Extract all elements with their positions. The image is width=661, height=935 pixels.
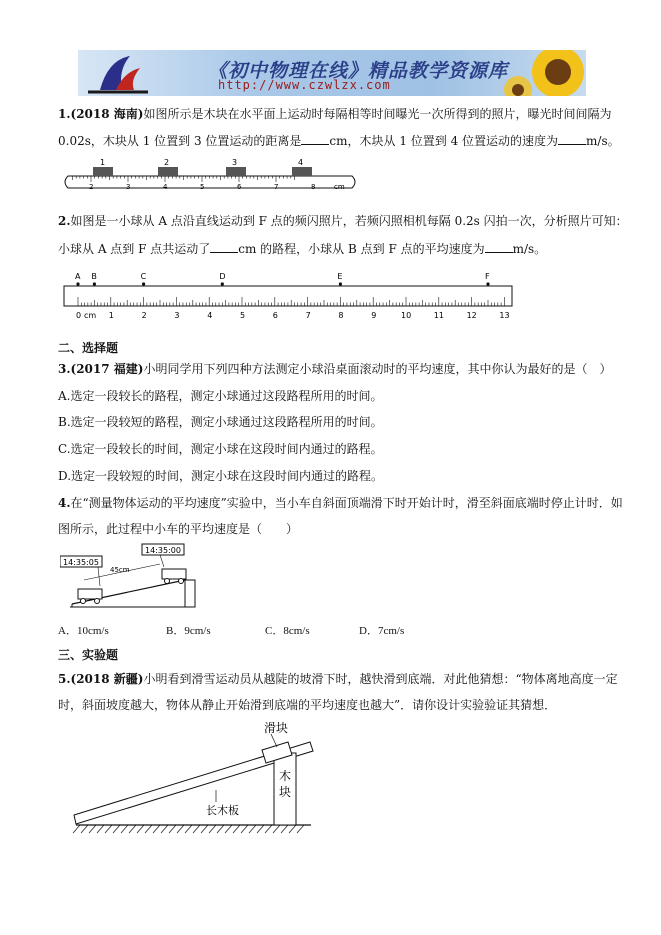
q4-incline-figure (60, 542, 210, 612)
q2-ball-e (339, 282, 342, 285)
banner-title: 《初中物理在线》精品教学资源库 (208, 60, 509, 82)
q5-slope-figure (66, 718, 326, 838)
q1-number: 1. (58, 107, 71, 121)
q1-block-2 (158, 158, 178, 176)
q5-number: 5. (58, 672, 71, 686)
sunflower-icon (504, 50, 584, 96)
svg-text:3: 3 (232, 158, 238, 167)
section-choice-heading: 二、选择题 (58, 341, 119, 355)
q1-ruler-label: 2 (89, 183, 94, 191)
q3-stem: 3.(2017 福建)小明同学用下列四种方法测定小球沿桌面滚动时的平均速度，其中你认为最好的是（ ） (58, 362, 612, 376)
q3-number: 3. (58, 362, 71, 376)
q2-ball-d (221, 282, 224, 285)
svg-text:木: 木 (279, 769, 292, 783)
q2-ruler-label: 8 (338, 311, 344, 320)
q5-board-label: 长木板 (206, 804, 239, 817)
q3-source: (2017 福建) (70, 362, 144, 376)
q2-ruler-label: 9 (371, 311, 377, 320)
q1-ruler-label: 7 (274, 183, 279, 191)
q4-choice-b[interactable]: B．9cm/s (166, 625, 211, 637)
q2-point-label: C (140, 272, 147, 281)
q2-point-label: E (337, 272, 343, 281)
q2-ruler-label: 12 (466, 311, 477, 320)
q2-ruler-label: 10 (401, 311, 412, 320)
q2-ruler-label: 0 (76, 311, 82, 320)
header-banner (78, 50, 586, 96)
q2-blank-speed[interactable] (485, 242, 513, 253)
q1-block-4 (292, 158, 312, 176)
q1-ruler-label: 5 (200, 183, 205, 191)
q2-ruler-label: 1 (108, 311, 114, 320)
q4-number: 4. (58, 496, 71, 510)
q2-ruler-label: 11 (433, 311, 444, 320)
q2-point-label: B (91, 272, 97, 281)
q1-block-1 (93, 158, 113, 176)
svg-text:块: 块 (279, 785, 292, 799)
q3-option-c[interactable]: C.选定一段较长的时间，测定小球在这段时间内通过的路程。 (58, 442, 383, 456)
q2-ball-points (75, 272, 490, 286)
q1-ruler-label: 8 (311, 183, 316, 191)
q4-line2: 图所示，此过程中小车的平均速度是（ ） (58, 522, 299, 536)
q1-ruler-label: 6 (237, 183, 242, 191)
q2-text-1: 如图是一小球从 A 点沿直线运动到 F 点的频闪照片，若频闪照相机每隔 0.2s 闪拍一次，分析照片可知： (70, 214, 628, 228)
q2-ruler-label: 5 (240, 311, 246, 320)
svg-text:4: 4 (298, 158, 304, 167)
q5-slider-label: 滑块 (264, 721, 289, 735)
q1-line2: 0.02s，木块从 1 位置到 3 位置运动的距离是 cm，木块从 1 位置到 4 位置运动的速度为 m/s。 (58, 134, 620, 148)
q1-ruler-label: 3 (126, 183, 131, 191)
q2-ruler-label: 4 (207, 311, 213, 320)
q1-source: (2018 海南) (70, 107, 144, 121)
section-experiment-heading: 三、实验题 (58, 648, 119, 662)
q2-blank-distance[interactable] (210, 242, 238, 253)
banner-url[interactable]: http://www.czwlzx.com (218, 78, 391, 92)
q2-ruler-unit: cm (84, 311, 97, 320)
q4-cart-top (162, 569, 186, 584)
q2-ball-a (76, 282, 79, 285)
q2-ball-b (93, 282, 96, 285)
q3-option-a[interactable]: A.选定一段较长的路程，测定小球通过这段路程所用的时间。 (58, 389, 383, 403)
q4-line1: 4.在“测量物体运动的平均速度”实验中，当小车自斜面顶端滑下时开始计时，滑至斜面底端时停止计时．如 (58, 496, 623, 510)
q4-support-block (185, 580, 195, 607)
q1-blank-distance[interactable] (301, 134, 329, 145)
q1-ruler-unit: cm (334, 183, 345, 191)
q1-block-3 (226, 158, 246, 176)
q2-point-label: A (75, 272, 81, 281)
q2-ball-f (486, 282, 489, 285)
q2-point-label: D (219, 272, 226, 281)
q3-option-d[interactable]: D.选定一段较短的时间，测定小球在这段时间内通过的路程。 (58, 469, 384, 483)
q4-choice-a[interactable]: A．10cm/s (58, 625, 109, 637)
q2-ball-c (142, 282, 145, 285)
svg-text:1: 1 (100, 158, 106, 167)
q2-ruler-label: 7 (305, 311, 311, 320)
q2-ruler-label: 2 (141, 311, 147, 320)
q1-ruler-figure (60, 158, 360, 200)
q2-ruler-label: 3 (174, 311, 180, 320)
q5-line1: 5.(2018 新疆)小明看到滑雪运动员从越陡的坡滑下时，越快滑到底端．对此他猜想：“物体离地高度一定 (58, 672, 618, 686)
q5-line2: 时，斜面坡度越大，物体从静止开始滑到底端的平均速度也越大”．请你设计实验验证其猜想． (58, 698, 557, 712)
q4-distance-label: 45cm (110, 566, 130, 574)
q1-text-1: 如图所示是木块在水平面上运动时每隔相等时间曝光一次所得到的照片，曝光时间间隔为 (143, 107, 612, 121)
q1-blank-speed[interactable] (558, 134, 586, 145)
q2-number: 2. (58, 214, 71, 228)
q4-time-end: 14:35:00 (145, 546, 181, 555)
q5-ground-hatch (73, 825, 304, 833)
q1-line1 (58, 107, 611, 121)
q4-choice-d[interactable]: D．7cm/s (359, 625, 405, 637)
q2-ruler-label: 6 (272, 311, 278, 320)
q3-option-b[interactable]: B.选定一段较短的路程，测定小球通过这段路程所用的时间。 (58, 415, 383, 429)
q4-cart-bottom (78, 589, 102, 604)
svg-text:2: 2 (164, 158, 170, 167)
q4-time-start: 14:35:05 (63, 558, 99, 567)
q2-line2: 小球从 A 点到 F 点共运动了 cm 的路程，小球从 B 点到 F 点的平均速度为 m/s。 (58, 242, 547, 256)
q2-ruler-figure (60, 266, 520, 322)
q2-ruler-label: 13 (499, 311, 510, 320)
q1-ruler-label: 4 (163, 183, 168, 191)
q5-source: (2018 新疆) (70, 672, 144, 686)
q2-line1 (58, 214, 628, 228)
q4-choice-c[interactable]: C．8cm/s (265, 625, 310, 637)
q2-point-label: F (485, 272, 490, 281)
q2-ruler-labels (76, 311, 510, 320)
